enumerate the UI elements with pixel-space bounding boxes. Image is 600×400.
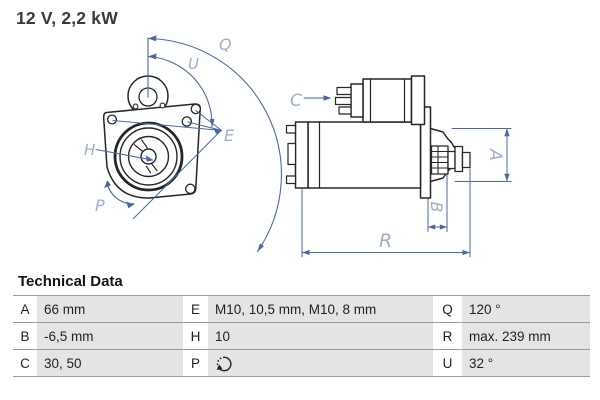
technical-data-table [13,295,590,377]
solenoid-flange [412,76,425,125]
shaft-end [463,153,471,168]
label-h: H [84,141,96,159]
pinion-gear [432,146,449,174]
key-cell-p: P [183,350,208,376]
brush-cover [288,144,296,165]
label-q: Q [219,35,232,54]
solenoid-cap [351,84,363,117]
bolt-hole-top-left [108,115,117,124]
table-row [13,322,590,349]
label-b: B [427,201,446,213]
end-shield [296,122,309,188]
label-u: U [188,55,199,73]
pinion-collar [448,152,455,169]
key-cell-u: U [433,350,462,376]
label-e: E [224,126,235,145]
table-row [13,349,590,376]
ccw-rotation-icon [215,355,233,373]
page-title: 12 V, 2,2 kW [16,8,118,28]
value-cell-b: -6,5 mm [37,323,183,349]
tie-bolt-bottom [287,176,296,184]
value-cell-c: 30, 50 [37,350,183,376]
terminal-3 [339,107,351,114]
key-cell-q: Q [433,296,462,322]
front-view [104,76,201,198]
key-cell-b: B [13,323,37,349]
value-cell-a: 66 mm [37,296,183,322]
value-cell-p [208,350,433,376]
boss-hole-left [133,104,138,109]
value-cell-u: 32 ° [462,350,590,376]
technical-data-heading: Technical Data [18,273,123,290]
table-row [13,295,590,322]
value-cell-q: 120 ° [462,296,590,322]
label-c: C [290,91,302,111]
key-cell-a: A [13,296,37,322]
label-p: P [95,196,105,215]
label-a: A [485,149,505,161]
key-cell-r: R [433,323,462,349]
terminal-2 [336,98,352,105]
value-cell-h: 10 [208,323,433,349]
key-cell-e: E [183,296,208,322]
bolt-hole-top-right [191,104,200,113]
tie-bolt-top [287,126,296,134]
pinion-stop-ring [455,147,463,172]
label-r: R [379,230,393,252]
bolt-hole-bottom [186,184,195,193]
key-cell-c: C [13,350,37,376]
value-cell-r: max. 239 mm [462,323,590,349]
side-view [287,76,471,198]
bolt-hole-mid-right [182,117,191,126]
key-cell-h: H [183,323,208,349]
boss-hole-right [160,103,165,108]
terminal-1 [337,88,351,95]
value-cell-e: M10, 10,5 mm, M10, 8 mm [208,296,433,322]
motor-body [308,122,421,188]
